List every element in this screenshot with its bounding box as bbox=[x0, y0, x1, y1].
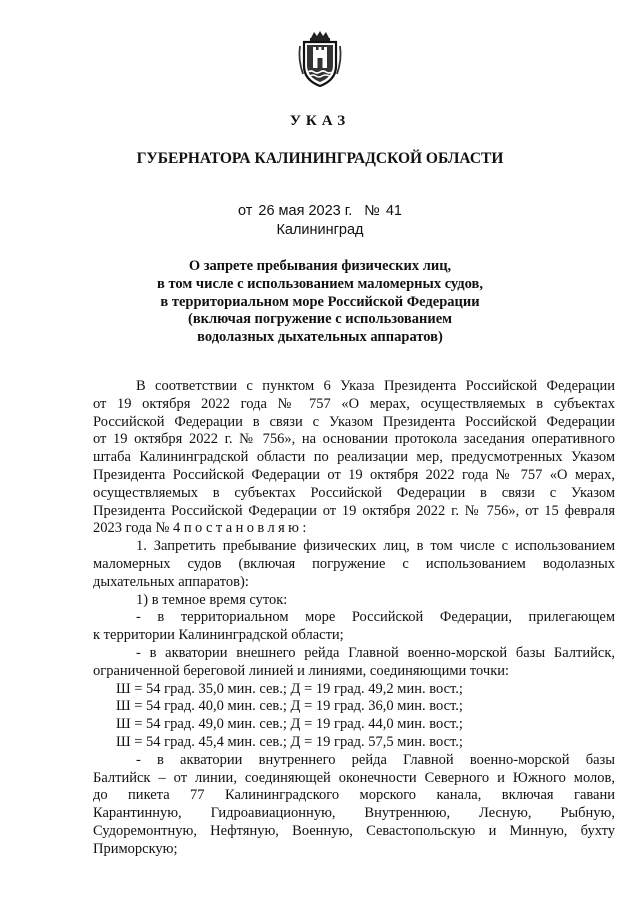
coordinate-line: Ш = 54 град. 45,4 мин. сев.; Д = 19 град. 57,5 мин. вост.; bbox=[116, 733, 463, 750]
body-line: Российской Федерации в связи с Указом Президента Российской Федерации bbox=[93, 413, 615, 430]
enacting-word: постановляю: bbox=[183, 520, 310, 537]
body-line: Судоремонтную, Нефтяную, Военную, Севастопольскую и Минную, бухту bbox=[93, 822, 615, 839]
number-sign: № bbox=[364, 203, 380, 219]
decree-reference: 2023 года № 4 bbox=[93, 520, 181, 537]
subject-line: (включая погружение с использованием bbox=[187, 311, 453, 328]
coordinate-line: Ш = 54 град. 49,0 мин. сев.; Д = 19 град. 44,0 мин. вост.; bbox=[116, 716, 463, 733]
decree-number: 41 bbox=[385, 203, 402, 219]
body-line: 1. Запретить пребывание физических лиц, в том числе с использованием bbox=[136, 538, 615, 555]
body-line: Карантинную, Гидроавиационную, Внутреннюю, Лесную, Рыбную, bbox=[93, 805, 615, 822]
coordinate-line: Ш = 54 град. 35,0 мин. сев.; Д = 19 град. 49,2 мин. вост.; bbox=[116, 680, 463, 697]
city: Калининград bbox=[276, 222, 364, 238]
body-line: штаба Калининградской области по реализации мер, предусмотренных Указом bbox=[93, 449, 615, 466]
body-line: - в акватории внешнего рейда Главной военно-морской базы Балтийск, bbox=[136, 644, 615, 661]
body-line: Балтийск – от линии, соединяющей оконечности Северного и Южного молов, bbox=[93, 769, 615, 786]
coordinate-line: Ш = 54 град. 40,0 мин. сев.; Д = 19 град. 36,0 мин. вост.; bbox=[116, 698, 463, 715]
document-type-title: УКАЗ bbox=[289, 113, 351, 129]
body-line: к территории Калининградской области; bbox=[93, 627, 344, 644]
body-line: ограниченной береговой линией и линиями, соединяющими точки: bbox=[93, 662, 510, 679]
body-line: 1) в темное время суток: bbox=[136, 591, 288, 608]
body-line: дыхательных аппаратов): bbox=[93, 573, 249, 590]
body-line: маломерных судов (включая погружение с использованием водолазных bbox=[93, 555, 615, 572]
issuer-title: ГУБЕРНАТОРА КАЛИНИНГРАДСКОЙ ОБЛАСТИ bbox=[136, 150, 504, 167]
date-line bbox=[0, 203, 640, 219]
subject-line: в том числе с использованием маломерных судов, bbox=[157, 275, 483, 292]
body-line: до пикета 77 Калининградского морского канала, включая гавани bbox=[93, 787, 615, 804]
body-line: Президента Российской Федерации от 19 октября 2022 года № 757 «О мерах, bbox=[93, 466, 615, 483]
subject-line: О запрете пребывания физических лиц, bbox=[188, 258, 452, 274]
body-line: - в акватории внутреннего рейда Главной военно-морской базы bbox=[136, 751, 615, 768]
subject-line: водолазных дыхательных аппаратов) bbox=[197, 329, 443, 346]
decree-date: 26 мая 2023 г. bbox=[258, 203, 353, 219]
coat-of-arms-icon bbox=[297, 30, 343, 88]
body-line: Приморскую; bbox=[93, 840, 178, 857]
date-prefix: от bbox=[238, 203, 253, 219]
body-line: Президента Российской Федерации от 19 октября 2022 г. № 756», от 15 февраля bbox=[93, 502, 615, 519]
body-line: В соответствии с пунктом 6 Указа Президента Российской Федерации bbox=[136, 378, 615, 394]
body-line bbox=[93, 520, 615, 538]
body-line: от 19 октября 2022 г. № 756», на основании протокола заседания оперативного bbox=[93, 431, 615, 448]
body-line: от 19 октября 2022 года № 757 «О мерах, осуществляемых в субъектах bbox=[93, 395, 615, 412]
decree-body bbox=[93, 378, 615, 859]
subject-line: в территориальном море Российской Федерации bbox=[160, 293, 480, 310]
body-line: осуществляемых в субъектах Российской Федерации в связи с Указом bbox=[93, 484, 615, 501]
decree-subject bbox=[0, 258, 640, 347]
body-line: - в территориальном море Российской Федерации, прилегающем bbox=[136, 609, 615, 626]
